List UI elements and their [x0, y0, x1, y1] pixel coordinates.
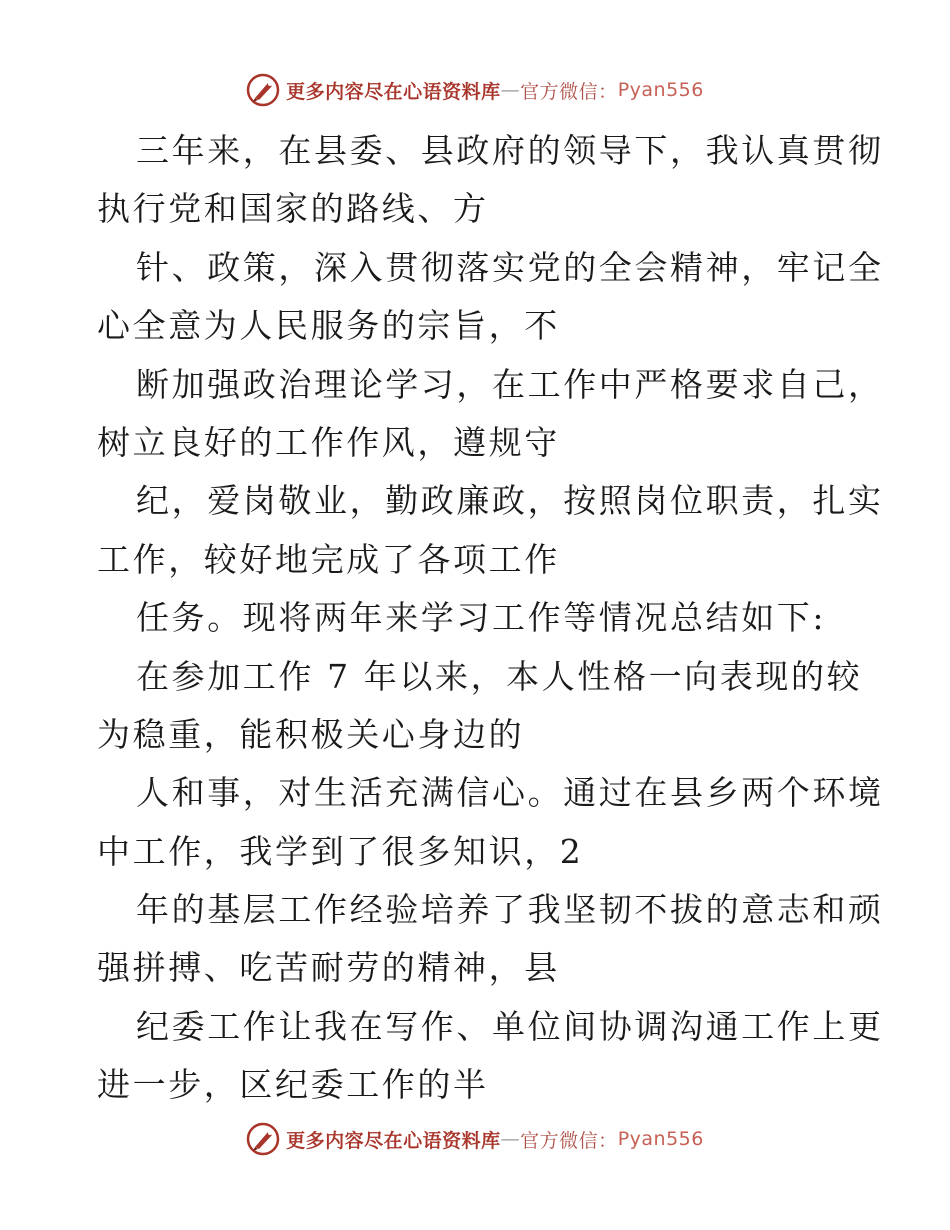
watermark-wechat-id: Pyan556 [617, 1128, 704, 1150]
watermark-label: 官方微信： [520, 80, 618, 103]
watermark-main-text: 更多内容尽在心语资料库 [286, 80, 501, 103]
body-line: 纪，爱岗敬业，勤政廉政，按照岗位职责，扎实 [136, 481, 884, 521]
watermark-wechat-id: Pyan556 [617, 79, 704, 101]
watermark-separator: — [500, 79, 521, 101]
body-line: 树立良好的工作作风，遵规守 [97, 422, 560, 462]
body-line: 为稳重，能积极关心身边的 [97, 714, 525, 754]
watermark-main-text: 更多内容尽在心语资料库 [286, 1129, 501, 1152]
body-line: 在参加工作 7 年以来，本人性格一向表现的较 [136, 656, 863, 696]
body-line: 人和事，对生活充满信心。通过在县乡两个环境 [136, 773, 884, 813]
body-line: 年的基层工作经验培养了我坚韧不拔的意志和顽 [136, 890, 884, 930]
body-line: 执行党和国家的路线、方 [97, 189, 489, 229]
pen-logo-icon [246, 73, 280, 107]
body-line: 任务。现将两年来学习工作等情况总结如下: [136, 598, 827, 638]
body-line: 工作，较好地完成了各项工作 [97, 539, 560, 579]
body-line: 针、政策，深入贯彻落实党的全会精神，牢记全 [136, 247, 884, 287]
body-line: 进一步，区纪委工作的半 [97, 1065, 489, 1105]
header-watermark [0, 72, 950, 108]
pen-logo-icon [246, 1122, 280, 1156]
watermark-separator: — [500, 1128, 521, 1150]
body-line: 中工作，我学到了很多知识，2 [97, 831, 584, 871]
body-line: 强拼搏、吃苦耐劳的精神，县 [97, 948, 560, 988]
body-line: 纪委工作让我在写作、单位间协调沟通工作上更 [136, 1006, 884, 1046]
body-line: 三年来，在县委、县政府的领导下，我认真贯彻 [136, 131, 884, 170]
watermark-label: 官方微信： [520, 1129, 618, 1152]
document-body [97, 122, 884, 1115]
footer-watermark [0, 1121, 950, 1157]
body-line: 断加强政治理论学习，在工作中严格要求自己， [136, 364, 884, 404]
body-line: 心全意为人民服务的宗旨，不 [97, 306, 560, 346]
